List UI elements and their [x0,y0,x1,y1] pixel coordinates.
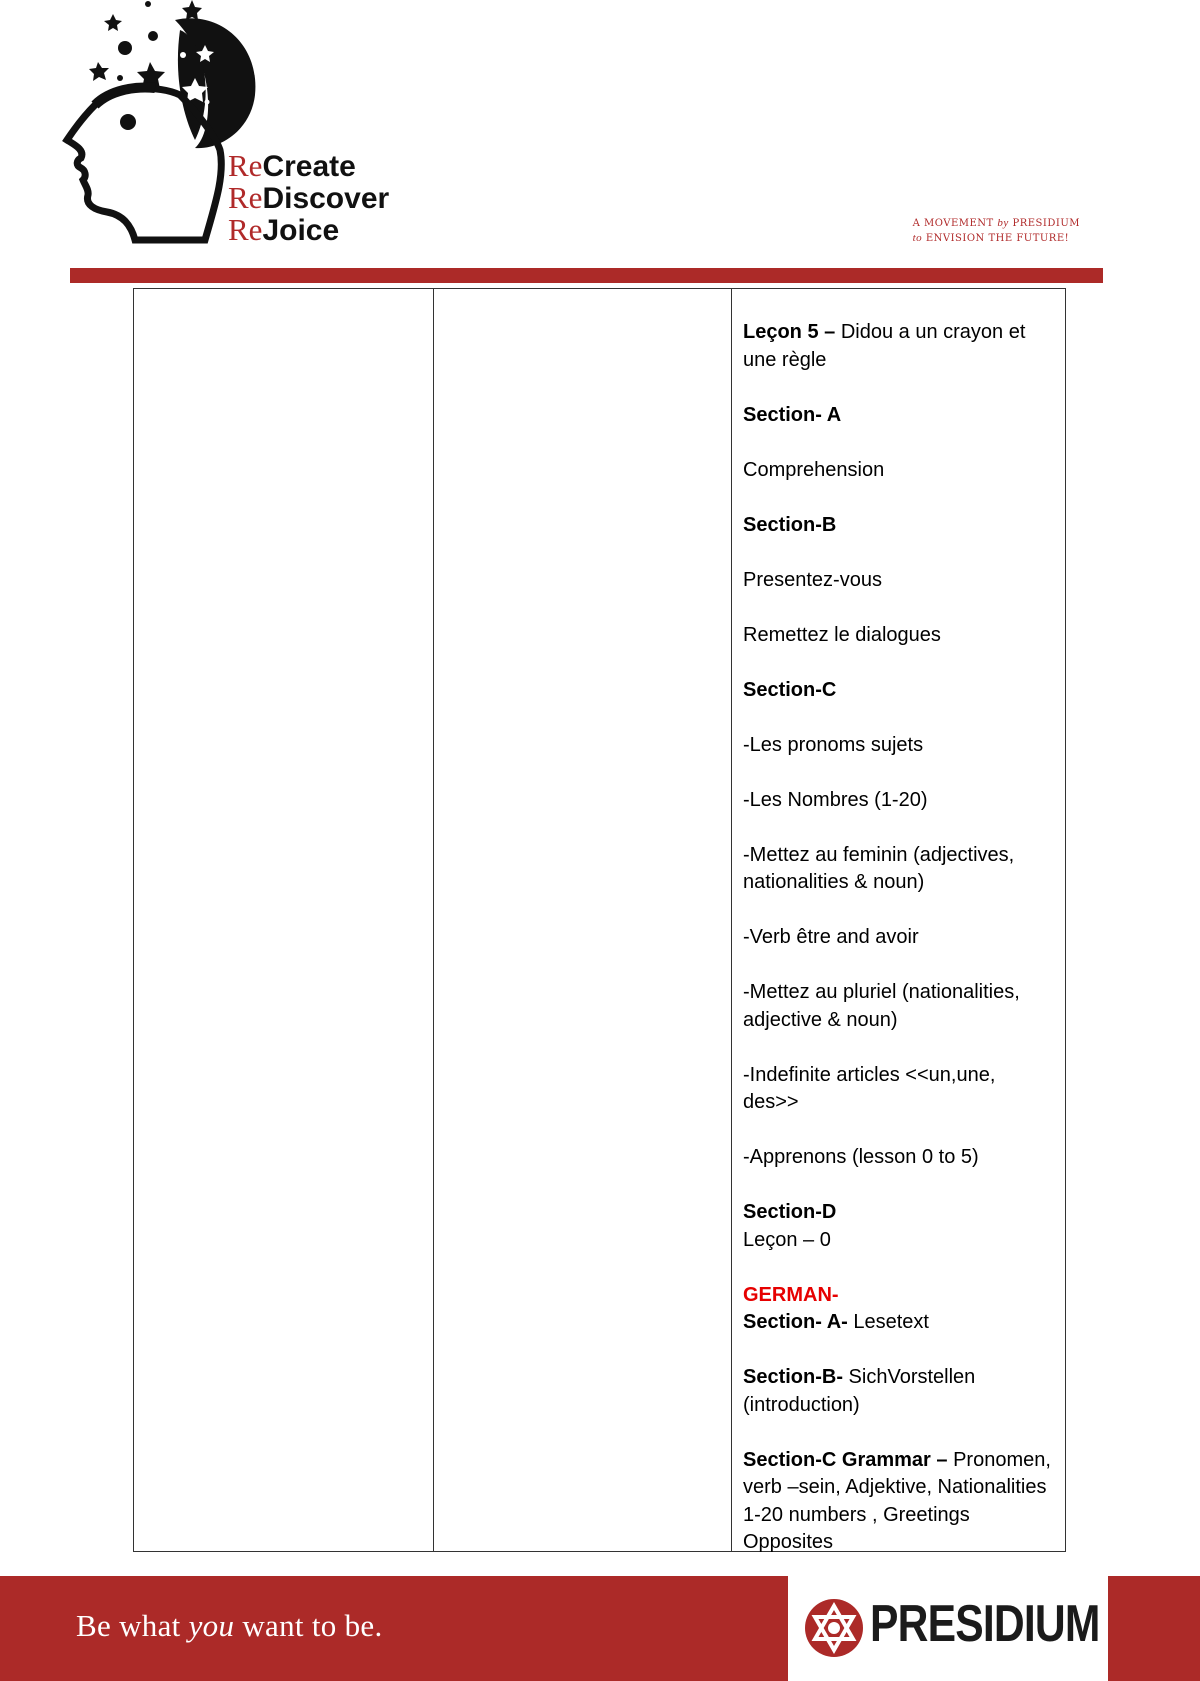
column-divider [731,289,732,1551]
presidium-star-icon [804,1598,864,1658]
section-heading: Section- A [743,403,842,426]
presidium-brand [788,1576,1108,1681]
syllabus-item: Presentez-vous [743,568,882,591]
section-heading: Section-C [743,678,837,701]
syllabus-item: -Mettez au pluriel (nationalities, adjective & noun) [743,981,1020,1031]
presidium-wordmark: PRESIDIUM [870,1595,1100,1653]
german-section-a: Section- A- Lesetext [743,1311,929,1333]
section-heading: Section-B [743,513,837,536]
header-tagline: A MOVEMENT by PRESIDIUM to ENVISION THE FUTURE! [912,217,1080,244]
header-divider [70,268,1103,283]
footer-slogan: Be what you want to be. [76,1608,383,1643]
german-heading: GERMAN- [743,1283,839,1306]
syllabus-item: -Mettez au feminin (adjectives, nationalities & noun) [743,843,1015,893]
logo-line-recreate: ReCreate [228,148,356,183]
logo-line-rejoice: ReJoice [228,212,340,247]
logo-wordmark [228,150,389,246]
column-divider [433,289,434,1551]
syllabus-item: Comprehension [743,458,885,481]
syllabus-item: -Les Nombres (1-20) [743,788,928,811]
lecon5-line: Leçon 5 – Didou a un crayon et une règle [743,321,1026,371]
syllabus-table [133,288,1066,1552]
german-section-b: Section-B- SichVorstellen (introduction) [743,1366,976,1416]
page-footer [0,1576,1200,1681]
syllabus-item: -Les pronoms sujets [743,733,924,756]
syllabus-item: Remettez le dialogues [743,623,941,646]
section-heading: Section-D [743,1201,837,1223]
syllabus-item: Leçon – 0 [743,1228,831,1251]
syllabus-item: -Indefinite articles <<un,une, des>> [743,1063,996,1113]
german-section-c: Section-C Grammar – Pronomen, verb –sein, Adjektive, Nationalities 1-20 numbers , Greetings Opposites [743,1448,1051,1553]
page-header [0,0,1200,290]
syllabus-item: -Apprenons (lesson 0 to 5) [743,1146,979,1168]
syllabus-cell [743,319,1053,1557]
logo-line-rediscover: ReDiscover [228,180,390,215]
syllabus-item: -Verb être and avoir [743,926,919,948]
